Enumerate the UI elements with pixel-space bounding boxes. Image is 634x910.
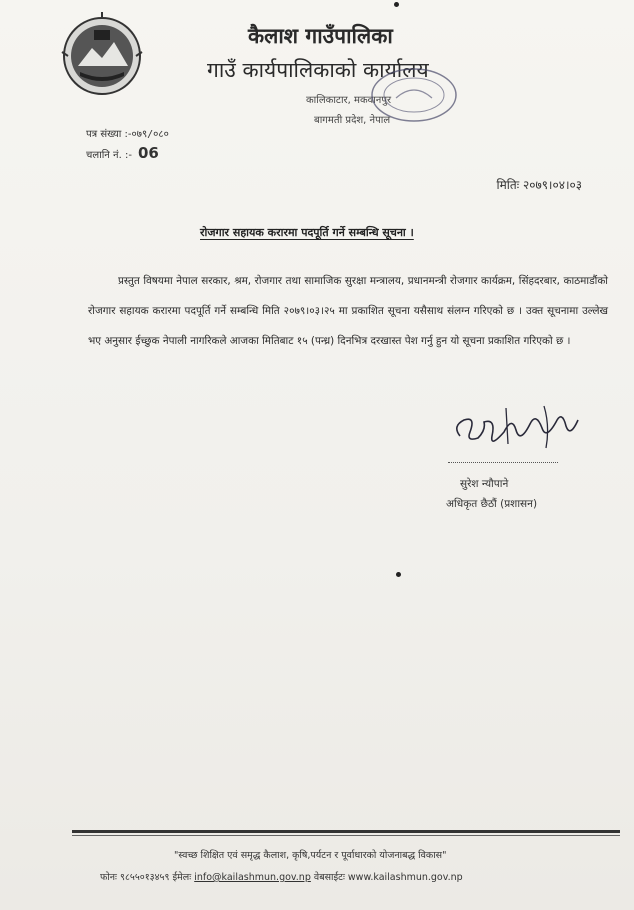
dispatch-number: [86, 144, 159, 162]
body-line-3: सूचना यसैसाथ संलग्न गरिएको छ । उक्त सूचनामा उल्लेख भए अनुसार ईच्छुक नेपाली नागरिकले आजका: [88, 305, 608, 347]
letter-date: [496, 176, 582, 193]
address-line-2: बागमती प्रदेश, नेपाल: [314, 115, 391, 126]
letter-number: [86, 126, 169, 140]
nepal-emblem-icon: [58, 12, 146, 98]
scan-speck: [396, 572, 401, 577]
scan-speck: [394, 2, 399, 7]
footer-divider: [72, 830, 620, 833]
date-value: २०७९।०४।०३: [522, 178, 582, 192]
footer-slogan: "स्वच्छ शिक्षित एवं समृद्ध कैलाश, कृषि,पर्यटन र पूर्वाधारको योजनाबद्ध विकास": [174, 850, 447, 861]
phone-value: ९८५५०१३४५९: [120, 872, 170, 883]
body-paragraph: [88, 266, 608, 356]
office-stamp-icon: [366, 62, 462, 128]
letter-body: [88, 266, 608, 356]
letter-number-value: ०७९/०८०: [131, 129, 169, 140]
address-line-1: कालिकाटार, मकवानपुर: [306, 95, 392, 106]
letter-number-label: पत्र संख्या :-: [86, 129, 132, 140]
signer-name: सुरेश न्यौपाने: [460, 478, 509, 490]
footer-contact: [100, 870, 463, 883]
website-label: वेबसाईटः: [313, 872, 345, 883]
dispatch-number-value: 06: [137, 144, 159, 162]
website-link[interactable]: www.kailashmun.gov.np: [347, 872, 463, 883]
body-line-4: मितिबाट १५ (पन्ध्र) दिनभित्र दरखास्त पेश गर्नु हुन यो सूचना प्रकाशित गरिएको छ ।: [262, 335, 571, 347]
org-name: कैलाश गाउँपालिका: [248, 24, 393, 48]
body-line-1: प्रस्तुत विषयमा नेपाल सरकार, श्रम, रोजगार तथा सामाजिक सुरक्षा मन्त्रालय, प्रधानमन्त्री रोजगार कार्यक्रम,: [118, 275, 516, 287]
date-label: मितिः: [496, 178, 520, 192]
email-label: ईमेलः: [172, 872, 192, 883]
subject-line: रोजगार सहायक करारमा पदपूर्ति गर्ने सम्बन्धि सूचना ।: [200, 226, 414, 239]
signature-icon: [446, 396, 586, 468]
phone-label: फोनः: [100, 872, 117, 883]
footer-divider-thin: [72, 835, 620, 836]
dispatch-number-label: चलानि नं. :-: [86, 150, 132, 161]
body-line-2: सिंहदरबार, काठमाडौंको रोजगार सहायक करारमा पदपूर्ति गर्ने सम्बन्धि मिति २०७९।०३।२५ मा प्रकाशित: [88, 275, 609, 317]
signer-title: अधिकृत छैठौं (प्रशासन): [446, 498, 538, 510]
email-link[interactable]: info@kailashmun.gov.np: [194, 872, 311, 883]
signature-line: [448, 462, 558, 463]
office-name: गाउँ कार्यपालिकाको कार्यालय: [207, 58, 429, 82]
